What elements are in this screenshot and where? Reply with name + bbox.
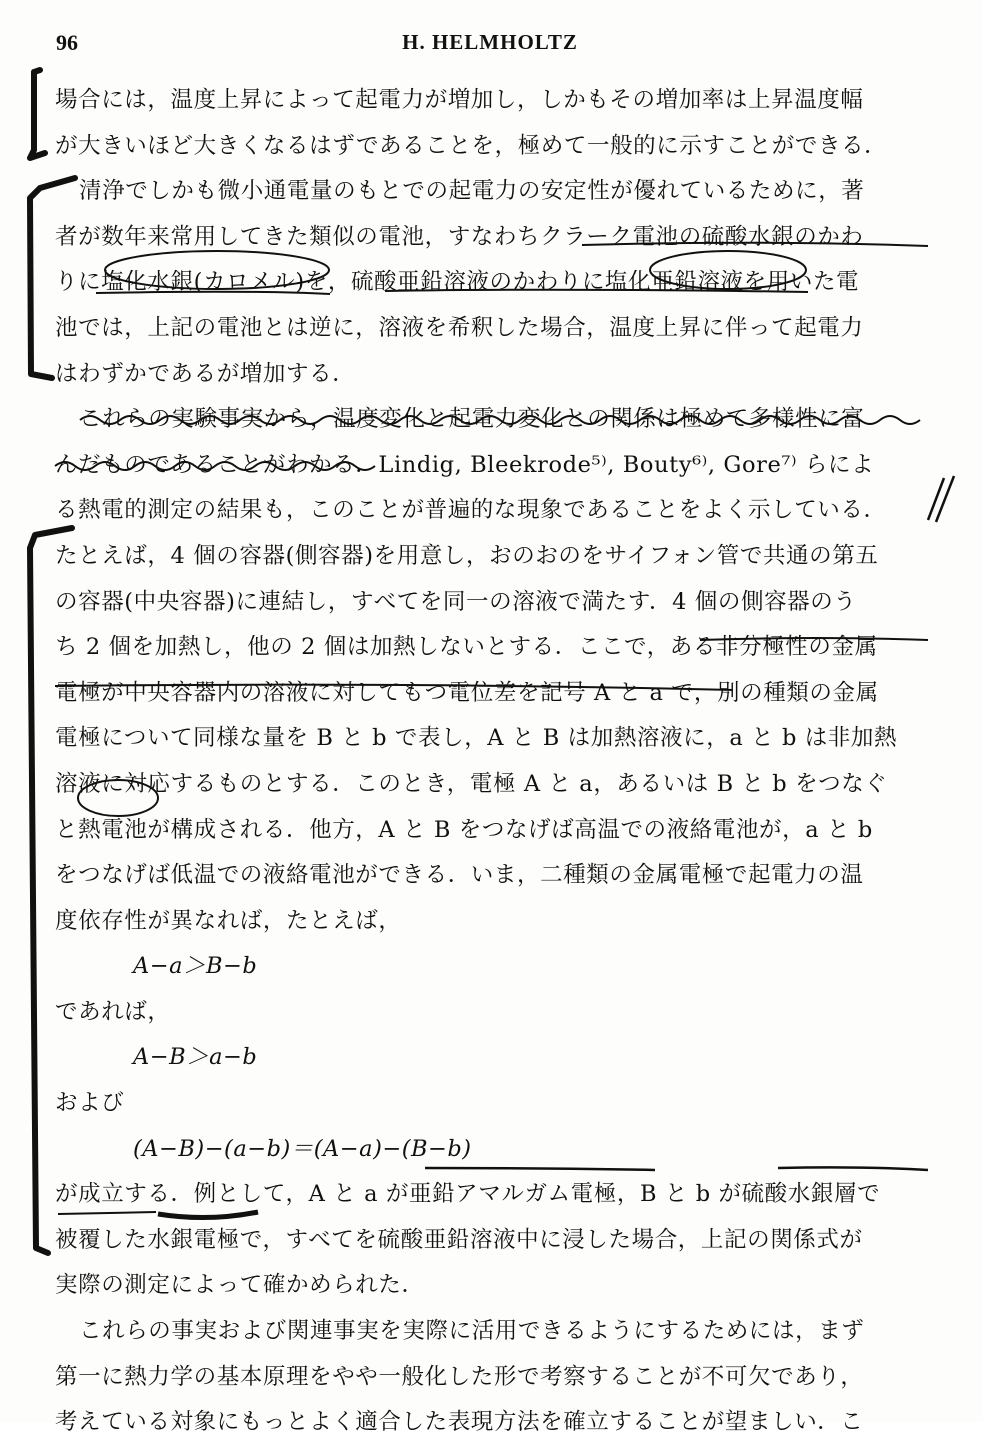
text-line: 電極が中央容器内の溶液に対してもつ電位差を記号 A と a で，別の種類の金属 <box>55 679 879 706</box>
text-line: 池では，上記の電池とは逆に，溶液を希釈した場合，温度上昇に伴って起電力 <box>55 314 864 341</box>
running-head: H. HELMHOLTZ <box>402 30 578 54</box>
text-line: 度依存性が異なれば，たとえば， <box>55 907 402 934</box>
text-line: これらの実験事実から，温度変化と起電力変化との関係は極めて多様性に富 <box>79 406 865 433</box>
text-line: 者が数年来常用してきた類似の電池，すなわちクラーク電池の硫酸水銀のかわ <box>55 223 864 250</box>
text-line: 考えている対象にもっとよく適合した表現方法を確立することが望ましい．こ <box>55 1409 864 1436</box>
text-line: 被覆した水銀電極で，すべてを硫酸亜鉛溶液中に浸した場合，上記の関係式が <box>55 1226 863 1253</box>
text-line: る熱電的測定の結果も，このことが普遍的な現象であることをよく示している． <box>55 497 887 524</box>
text-line: であれば， <box>55 998 171 1025</box>
text-line: と熱電池が構成される．他方，A と B をつなげば高温での液絡電池が，a と b <box>55 816 873 843</box>
equation: A−B＞a−b <box>133 1044 258 1071</box>
body-text <box>55 78 935 1446</box>
text-line: はわずかであるが増加する． <box>55 360 356 387</box>
equation: A−a＞B−b <box>133 953 258 980</box>
slash-mark <box>936 476 954 522</box>
text-line: の容器(中央容器)に連結し，すべてを同一の溶液で満たす．4 個の側容器のう <box>55 588 857 615</box>
text-line: ち 2 個を加熱し，他の 2 個は加熱しないとする．ここで，ある非分極性の金属 <box>55 634 878 661</box>
text-line: これらの事実および関連事実を実際に活用できるようにするためには，まず <box>79 1318 865 1345</box>
page-header <box>0 30 983 66</box>
page-number: 96 <box>56 30 78 55</box>
text-line: 電極について同様な量を B と b で表し，A と B は加熱溶液に，a と b は非加熱 <box>55 725 898 752</box>
text-line: 実際の測定によって確かめられた． <box>55 1272 425 1299</box>
text-line: りに塩化水銀(カロメル)を，硫酸亜鉛溶液のかわりに塩化亜鉛溶液を用いた電 <box>55 269 860 296</box>
text-line: をつなげば低温での液絡電池ができる．いま，二種類の金属電極で起電力の温 <box>55 862 864 889</box>
text-line: が成立する．例として，A と a が亜鉛アマルガム電極，B と b が硫酸水銀層で <box>55 1181 881 1208</box>
text-line: 溶液に対応するものとする．このとき，電極 A と a，あるいは B と b をつなぐ <box>55 770 888 797</box>
text-line: が大きいほど大きくなるはずであることを，極めて一般的に示すことができる． <box>55 132 888 159</box>
text-line: および <box>55 1090 125 1117</box>
equation: (A−B)−(a−b)＝(A−a)−(B−b) <box>133 1135 472 1162</box>
text-line: 場合には，温度上昇によって起電力が増加し，しかもその増加率は上昇温度幅 <box>55 87 864 113</box>
margin-bracket <box>30 70 45 158</box>
text-line: 第一に熱力学の基本原理をやや一般化した形で考察することが不可欠であり， <box>55 1363 864 1390</box>
text-line: たとえば，4 個の容器(側容器)を用意し，おのおのをサイフォン管で共通の第五 <box>55 542 879 569</box>
text-line: んだものであることがわかる．Lindig, Bleekrode⁵⁾, Bouty⁶⁾, Gore⁷⁾ らによ <box>55 451 875 478</box>
text-line: 清浄でしかも微小通電量のもとでの起電力の安定性が優れているために，著 <box>79 178 865 205</box>
